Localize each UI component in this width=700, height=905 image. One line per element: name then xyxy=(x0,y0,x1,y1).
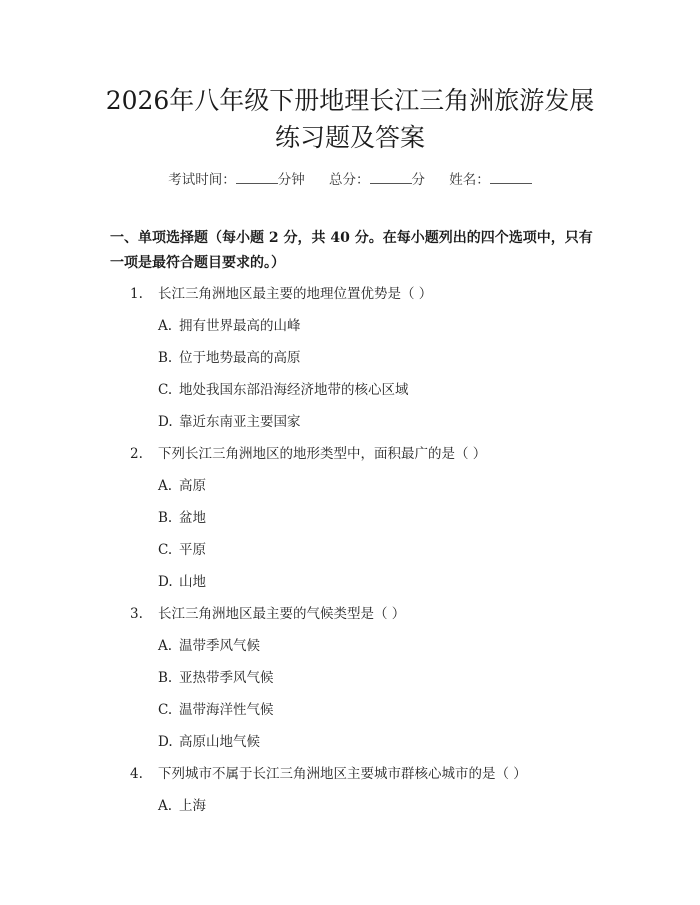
option-letter: A. xyxy=(158,478,173,494)
question-4 xyxy=(130,762,527,782)
option-text: 靠近东南亚主要国家 xyxy=(179,414,301,430)
option-letter: A. xyxy=(158,318,173,334)
exam-time xyxy=(168,172,305,188)
option-text: 温带季风气候 xyxy=(179,638,260,654)
option-letter: D. xyxy=(158,734,173,750)
total-score-unit: 分 xyxy=(411,172,425,188)
exam-time-blank xyxy=(236,171,278,184)
option-text: 高原山地气候 xyxy=(179,734,260,750)
option-4a xyxy=(158,794,206,814)
option-1c xyxy=(158,378,409,398)
option-3b xyxy=(158,666,274,686)
question-text: 下列长江三角洲地区的地形类型中，面积最广的是（ ） xyxy=(158,446,487,462)
title-line-1: 2026年八年级下册地理长江三角洲旅游发展 xyxy=(105,86,595,115)
option-2a xyxy=(158,474,206,494)
question-number: 4. xyxy=(130,766,143,782)
question-1 xyxy=(130,282,432,302)
option-letter: C. xyxy=(158,382,173,398)
option-text: 地处我国东部沿海经济地带的核心区域 xyxy=(179,382,409,398)
total-score xyxy=(329,172,425,188)
option-letter: B. xyxy=(158,670,173,686)
option-text: 温带海洋性气候 xyxy=(179,702,274,718)
total-score-blank xyxy=(370,171,412,184)
option-letter: A. xyxy=(158,798,173,814)
question-text: 长江三角洲地区最主要的气候类型是（ ） xyxy=(158,606,406,622)
option-letter: C. xyxy=(158,542,173,558)
option-3c xyxy=(158,698,274,718)
option-letter: D. xyxy=(158,414,173,430)
option-letter: D. xyxy=(158,574,173,590)
question-text: 长江三角洲地区最主要的地理位置优势是（ ） xyxy=(158,286,433,302)
option-3d xyxy=(158,730,260,750)
option-text: 上海 xyxy=(179,798,206,814)
option-1d xyxy=(158,410,301,430)
option-1b xyxy=(158,346,301,366)
exam-time-label: 考试时间： xyxy=(168,172,236,188)
option-3a xyxy=(158,634,260,654)
option-text: 盆地 xyxy=(179,510,206,526)
option-letter: B. xyxy=(158,350,173,366)
total-score-label: 总分： xyxy=(329,172,370,188)
option-text: 亚热带季风气候 xyxy=(179,670,274,686)
question-number: 2. xyxy=(130,446,143,462)
option-text: 拥有世界最高的山峰 xyxy=(179,318,301,334)
option-2d xyxy=(158,570,206,590)
option-letter: A. xyxy=(158,638,173,654)
section-title: 一、单项选择题（每小题 2 分，共 40 分。在每小题列出的四个选项中，只有一项是最符合题目要求的。） xyxy=(110,230,593,271)
option-2b xyxy=(158,506,206,526)
option-text: 高原 xyxy=(179,478,206,494)
option-1a xyxy=(158,314,301,334)
option-text: 山地 xyxy=(179,574,206,590)
option-text: 平原 xyxy=(179,542,206,558)
student-name-blank xyxy=(490,171,532,184)
exam-time-unit: 分钟 xyxy=(277,172,305,188)
option-2c xyxy=(158,538,206,558)
option-text: 位于地势最高的高原 xyxy=(179,350,301,366)
question-number: 3. xyxy=(130,606,143,622)
exam-meta xyxy=(0,168,700,188)
student-name xyxy=(449,172,532,188)
question-2 xyxy=(130,442,486,462)
question-3 xyxy=(130,602,405,622)
title-line-2: 练习题及答案 xyxy=(274,123,425,152)
option-letter: C. xyxy=(158,702,173,718)
question-number: 1. xyxy=(130,286,143,302)
question-text: 下列城市不属于长江三角洲地区主要城市群核心城市的是（ ） xyxy=(158,766,527,782)
student-name-label: 姓名： xyxy=(449,172,490,188)
option-letter: B. xyxy=(158,510,173,526)
